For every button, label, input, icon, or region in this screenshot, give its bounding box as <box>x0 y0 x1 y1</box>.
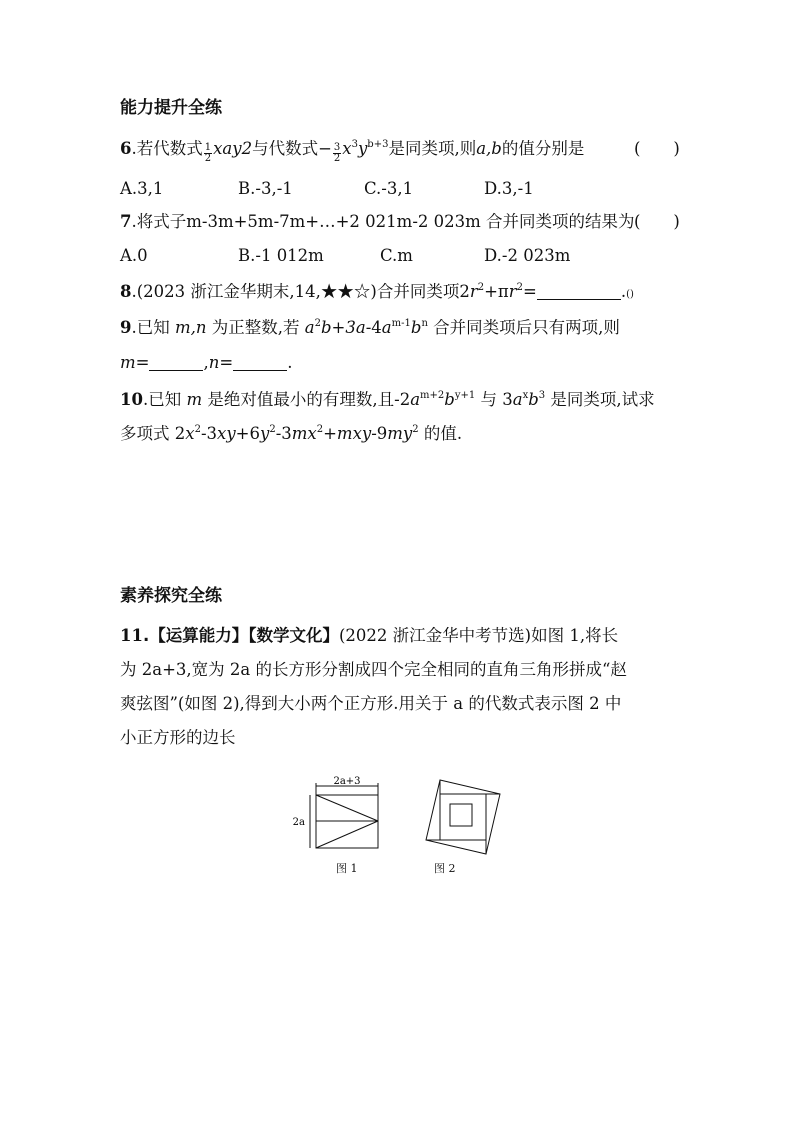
answer-paren: ( ) <box>634 139 680 158</box>
option-a: A.3,1 <box>120 179 164 198</box>
question-9-line2 <box>120 351 292 375</box>
var-x: x <box>342 139 352 158</box>
term: -9 <box>371 424 388 443</box>
question-10-line2 <box>120 422 462 446</box>
var-b: b <box>410 318 422 337</box>
var-a: a <box>512 390 523 409</box>
option-d: D.3,-1 <box>484 179 534 198</box>
exponent: 2 <box>516 282 524 293</box>
q6-vars: a,b <box>476 139 502 158</box>
var-a: a <box>381 318 392 337</box>
question-number: 11 <box>120 626 143 645</box>
exponent: 3 <box>351 139 358 150</box>
fig1-width-label: 2a+3 <box>333 776 361 787</box>
q9-text-post: 合并同类项后只有两项,则 <box>427 318 620 337</box>
exponent: 2 <box>412 424 419 435</box>
exponent: y+1 <box>454 390 476 401</box>
equals: = <box>219 353 234 372</box>
q8-plus: +π <box>484 282 509 301</box>
q8-text: .(2023 浙江金华期末,14,★★☆)合并同类项2 <box>131 282 470 301</box>
period: . <box>287 353 293 372</box>
fig1-diagonal-bottom <box>316 821 378 848</box>
exponent: 3 <box>538 390 546 401</box>
term: -4 <box>365 318 382 337</box>
fig2-small-square <box>450 804 472 826</box>
option-b: B.-1 012m <box>238 246 324 265</box>
question-11 <box>120 624 618 648</box>
fraction-three-halves: $\frac{3}{2}$ <box>333 142 341 164</box>
figure-2-caption: 图 2 <box>434 862 456 875</box>
question-number: 8 <box>120 282 132 301</box>
q9-text-mid: 为正整数,若 <box>206 318 305 337</box>
q10-text-mid: 是绝对值最小的有理数,且-2 <box>202 390 411 409</box>
exponent: m-1 <box>391 318 411 329</box>
option-a: A.0 <box>120 246 148 265</box>
var-a: a <box>355 318 366 337</box>
minus-sign: − <box>318 139 332 158</box>
q11-line1: (2022 浙江金华中考节选)如图 1,将长 <box>339 626 619 645</box>
q10-text-post: 是同类项,试求 <box>545 390 655 409</box>
question-number: 10 <box>120 390 143 409</box>
term: + <box>323 424 337 443</box>
question-6 <box>120 137 584 164</box>
q9-text: .已知 <box>131 318 175 337</box>
question-7 <box>120 210 635 234</box>
answer-blank[interactable] <box>537 283 621 300</box>
figure-2-zhao-shuang-diagram <box>410 776 510 856</box>
exponent: 2 <box>316 424 324 435</box>
section-title-literacy: 素养探究全练 <box>120 586 222 606</box>
var-my: my <box>387 424 413 443</box>
q9-vars: m,n <box>174 318 207 337</box>
comma: , <box>203 353 209 372</box>
q6-expr1: xay2 <box>213 139 253 158</box>
var-a: a <box>410 390 421 409</box>
fraction-half: $\frac{1}{2}$ <box>204 142 212 164</box>
fig1-diagonal-top <box>316 795 378 821</box>
q11-line3: 爽弦图”(如图 2),得到大小两个正方形.用关于 a 的代数式表示图 2 中 <box>120 694 622 713</box>
option-c: C.m <box>380 246 413 265</box>
q6-text-post2: 的值分别是 <box>501 139 585 158</box>
fig1-height-label: 2a <box>292 817 305 828</box>
exponent: 2 <box>314 318 321 329</box>
option-b: B.-3,-1 <box>238 179 293 198</box>
period: . <box>620 282 627 301</box>
term: +6 <box>235 424 260 443</box>
exponent: m+2 <box>420 390 445 401</box>
term: -3 <box>275 424 292 443</box>
answer-paren: ( ) <box>634 212 680 231</box>
var-mx: mx <box>291 424 317 443</box>
q10-text-and: 与 3 <box>475 390 513 409</box>
option-c: C.-3,1 <box>364 179 414 198</box>
q6-text-mid: 与代数式 <box>252 139 319 158</box>
q10-text: .已知 <box>142 390 187 409</box>
q10-line2-end: 的值. <box>418 424 463 443</box>
q11-line2: 为 2a+3,宽为 2a 的长方形分割成四个完全相同的直角三角形拼成“赵 <box>120 660 627 679</box>
option-d: D.-2 023m <box>484 246 571 265</box>
q7-text: .将式子m-3m+5m-7m+…+2 021m-2 023m 合并同类项的结果为 <box>131 212 635 231</box>
question-8 <box>120 280 634 307</box>
var-xy: xy <box>217 424 236 443</box>
var-a: a <box>304 318 315 337</box>
fig2-outer-square <box>426 780 500 854</box>
question-number: 6 <box>120 139 132 158</box>
question-9 <box>120 316 620 340</box>
exponent: n <box>421 318 428 329</box>
var-b: b <box>444 390 455 409</box>
var-r: r <box>508 282 517 301</box>
q6-text: .若代数式 <box>131 139 203 158</box>
exponent: 2 <box>194 424 201 435</box>
term: -3 <box>200 424 218 443</box>
answer-blank-m[interactable] <box>149 354 203 371</box>
var-r: r <box>469 282 478 301</box>
section-title-ability: 能力提升全练 <box>120 98 222 118</box>
var-m: m <box>186 390 203 409</box>
fig2-inner-frame <box>440 794 486 840</box>
var-n: n <box>208 353 220 372</box>
var-y: y <box>259 424 270 443</box>
figure-1-caption: 图 1 <box>336 862 358 875</box>
var-x: x <box>185 424 195 443</box>
exponent: 2 <box>477 282 485 293</box>
q6-text-post: 是同类项,则 <box>388 139 477 158</box>
var-mxy: mxy <box>336 424 372 443</box>
var-y: y <box>357 139 368 158</box>
question-number: 7 <box>120 212 132 231</box>
q10-line2-pre: 多项式 2 <box>120 424 186 443</box>
equals: = <box>523 282 537 301</box>
exponent: b+3 <box>367 139 389 150</box>
answer-blank-n[interactable] <box>233 354 287 371</box>
var-m: m <box>120 353 136 372</box>
exponent: x <box>522 390 529 401</box>
q11-tags: .【运算能力】【数学文化】 <box>142 626 339 645</box>
q11-line4: 小正方形的边长 <box>120 728 236 747</box>
term: b+3 <box>320 318 356 337</box>
var-b: b <box>528 390 539 409</box>
question-number: 9 <box>120 318 132 337</box>
question-10 <box>120 388 655 412</box>
equals: = <box>135 353 150 372</box>
exponent: 2 <box>269 424 276 435</box>
q8-tail: () <box>626 289 634 300</box>
figure-1-rectangle-diagram <box>292 776 392 856</box>
